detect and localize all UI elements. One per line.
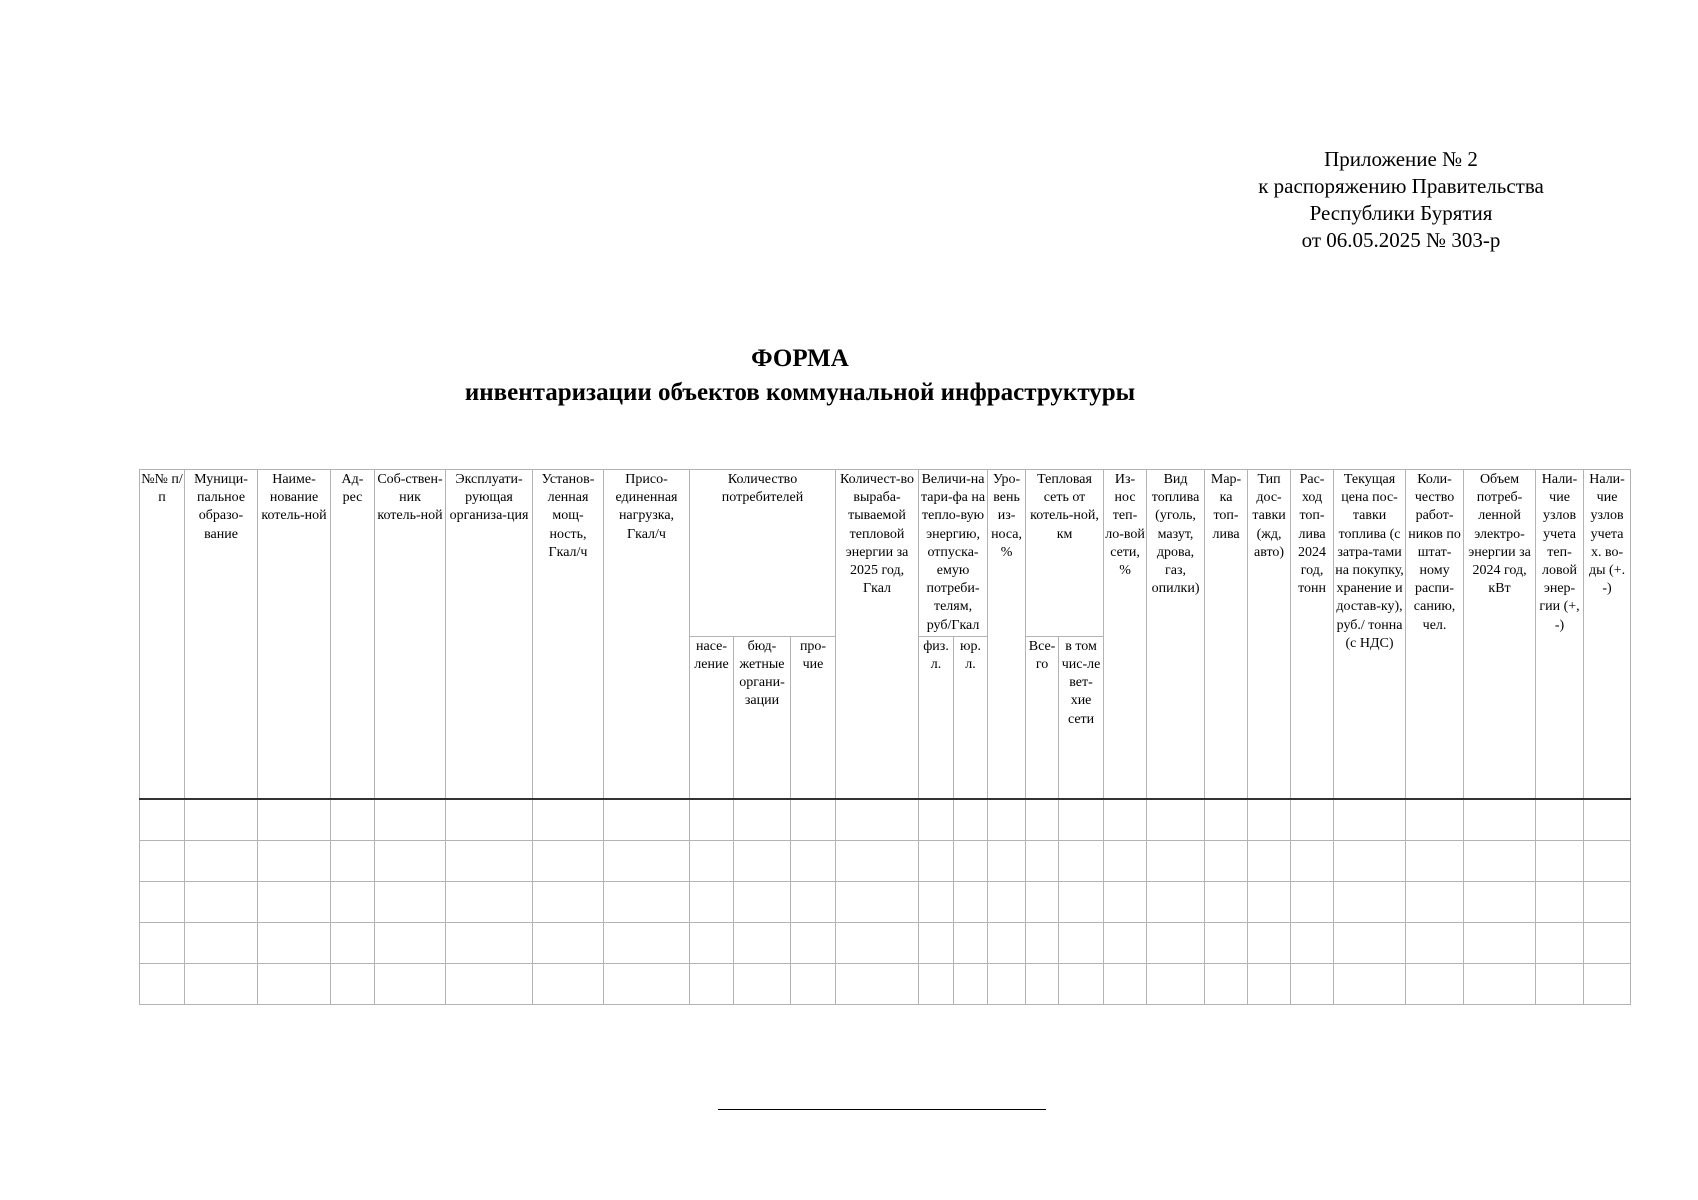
table-cell <box>690 922 734 963</box>
header-heat-meters: Нали-чие узлов учета теп-ловой энер-гии (+, -) <box>1536 470 1584 799</box>
title-line-1: ФОРМА <box>751 345 849 372</box>
table-cell <box>331 881 375 922</box>
table-cell <box>1059 799 1104 841</box>
table-cell <box>375 922 446 963</box>
table-cell <box>604 799 690 841</box>
header-consumers-other: про-чие <box>791 636 836 799</box>
table-cell <box>140 881 185 922</box>
header-network-wear: Из-нос теп-ло-вой сети, % <box>1104 470 1147 799</box>
table-cell <box>1536 881 1584 922</box>
header-fuel-consumption: Рас-ход топ-лива 2024 год, тонн <box>1291 470 1334 799</box>
table-cell <box>690 799 734 841</box>
header-consumers-population: насе-ление <box>690 636 734 799</box>
table-cell <box>1334 963 1406 1004</box>
header-heat-network-old: в том чис-ле вет-хие сети <box>1059 636 1104 799</box>
table-cell <box>604 922 690 963</box>
table-cell <box>1059 963 1104 1004</box>
table-cell <box>375 840 446 881</box>
table-cell <box>533 881 604 922</box>
table-cell <box>734 799 791 841</box>
table-cell <box>1059 840 1104 881</box>
table-row <box>140 840 1631 881</box>
table-cell <box>1334 922 1406 963</box>
table-cell <box>331 799 375 841</box>
table-cell <box>375 963 446 1004</box>
table-cell <box>533 922 604 963</box>
table-cell <box>1104 922 1147 963</box>
table-cell <box>446 799 533 841</box>
document-title <box>300 342 1300 410</box>
table-cell <box>954 922 988 963</box>
table-cell <box>140 840 185 881</box>
table-cell <box>1536 922 1584 963</box>
table-cell <box>331 840 375 881</box>
table-cell <box>446 881 533 922</box>
inventory-form-table <box>139 469 1631 1005</box>
table-cell <box>1248 840 1291 881</box>
table-cell <box>331 922 375 963</box>
table-cell <box>258 963 331 1004</box>
table-cell <box>1026 881 1059 922</box>
table-cell <box>791 922 836 963</box>
header-tariff: Величи-на тари-фа на тепло-вую энергию, отпуска-емую потреби-телям, руб/Гкал <box>919 470 988 637</box>
table-cell <box>1104 840 1147 881</box>
title-line-2: инвентаризации объектов коммунальной инфраструктуры <box>464 379 1136 406</box>
table-cell <box>1406 840 1464 881</box>
header-water-meters: Нали-чие узлов учета х. во-ды (+. -) <box>1584 470 1631 799</box>
table-cell <box>533 799 604 841</box>
table-cell <box>1104 881 1147 922</box>
table-cell <box>1334 799 1406 841</box>
table-cell <box>919 799 954 841</box>
table-cell <box>1584 963 1631 1004</box>
table-cell <box>375 799 446 841</box>
table-cell <box>375 881 446 922</box>
header-consumers-budget: бюд-жетные органи-зации <box>734 636 791 799</box>
table-cell <box>1464 922 1536 963</box>
table-cell <box>1291 963 1334 1004</box>
table-cell <box>258 881 331 922</box>
header-address: Ад-рес <box>331 470 375 799</box>
table-cell <box>836 799 919 841</box>
appendix-line-1: Приложение № 2 <box>1324 147 1478 171</box>
header-delivery-type: Тип дос-тавки (жд, авто) <box>1248 470 1291 799</box>
table-cell <box>791 840 836 881</box>
header-tariff-individuals: физ. л. <box>919 636 954 799</box>
table-row <box>140 963 1631 1004</box>
table-cell <box>140 922 185 963</box>
table-cell <box>1205 881 1248 922</box>
header-fuel-grade: Мар-ка топ-лива <box>1205 470 1248 799</box>
header-municipality: Муници-пальное образо-вание <box>185 470 258 799</box>
table-cell <box>1584 840 1631 881</box>
table-cell <box>1248 799 1291 841</box>
header-connected-load: Присо-единенная нагрузка, Гкал/ч <box>604 470 690 799</box>
appendix-block <box>1236 146 1566 254</box>
table-cell <box>258 840 331 881</box>
table-cell <box>604 840 690 881</box>
table-cell <box>331 963 375 1004</box>
table-cell <box>1026 922 1059 963</box>
table-cell <box>1536 840 1584 881</box>
table-cell <box>258 922 331 963</box>
table-cell <box>919 963 954 1004</box>
table-cell <box>1464 881 1536 922</box>
table-cell <box>1147 799 1205 841</box>
table-cell <box>1248 963 1291 1004</box>
table-cell <box>734 840 791 881</box>
header-electricity: Объем потреб-ленной электро-энергии за 2024 год, кВт <box>1464 470 1536 799</box>
table-cell <box>988 922 1026 963</box>
table-cell <box>533 840 604 881</box>
table-cell <box>1536 963 1584 1004</box>
table-cell <box>604 963 690 1004</box>
header-staff-count: Коли-чество работ-ников по штат-ному распи-санию, чел. <box>1406 470 1464 799</box>
table-cell <box>1584 922 1631 963</box>
table-cell <box>185 840 258 881</box>
table-cell <box>734 963 791 1004</box>
table-cell <box>1205 922 1248 963</box>
table-cell <box>1026 963 1059 1004</box>
table-cell <box>1205 840 1248 881</box>
table-cell <box>140 963 185 1004</box>
table-cell <box>1464 963 1536 1004</box>
header-num: №№ п/п <box>140 470 185 799</box>
table-cell <box>1291 922 1334 963</box>
table-cell <box>140 799 185 841</box>
table-cell <box>954 799 988 841</box>
header-fuel-type: Вид топлива (уголь, мазут, дрова, газ, опилки) <box>1147 470 1205 799</box>
table-cell <box>1291 799 1334 841</box>
table-cell <box>836 840 919 881</box>
table-cell <box>690 840 734 881</box>
table-cell <box>1406 922 1464 963</box>
table-cell <box>836 963 919 1004</box>
table-cell <box>185 922 258 963</box>
table-cell <box>446 963 533 1004</box>
appendix-line-4: от 06.05.2025 № 303-р <box>1301 228 1501 252</box>
header-wear-level: Уро-вень из-носа, % <box>988 470 1026 799</box>
header-row-top <box>140 470 1631 637</box>
table-cell <box>1291 881 1334 922</box>
table-cell <box>446 922 533 963</box>
header-heat-network: Тепловая сеть от котель-ной, км <box>1026 470 1104 637</box>
table-cell <box>1147 881 1205 922</box>
header-boiler-name: Наиме-нование котель-ной <box>258 470 331 799</box>
table-cell <box>988 799 1026 841</box>
table-cell <box>1026 840 1059 881</box>
table-cell <box>1104 963 1147 1004</box>
table-cell <box>988 963 1026 1004</box>
header-installed-capacity: Установ-ленная мощ-ность, Гкал/ч <box>533 470 604 799</box>
table-cell <box>791 963 836 1004</box>
table-cell <box>836 922 919 963</box>
table-cell <box>791 881 836 922</box>
table-cell <box>1536 799 1584 841</box>
header-heat-network-total: Все-го <box>1026 636 1059 799</box>
table-cell <box>258 799 331 841</box>
table-row <box>140 922 1631 963</box>
table-cell <box>1104 799 1147 841</box>
table-cell <box>1205 799 1248 841</box>
table-cell <box>1464 799 1536 841</box>
table-cell <box>1248 881 1291 922</box>
table-cell <box>1334 840 1406 881</box>
table-cell <box>734 881 791 922</box>
table-cell <box>1584 881 1631 922</box>
table-cell <box>1291 840 1334 881</box>
header-tariff-legal: юр. л. <box>954 636 988 799</box>
header-heat-produced: Количест-во выраба-тываемой тепловой энергии за 2025 год, Гкал <box>836 470 919 799</box>
table-cell <box>604 881 690 922</box>
header-owner: Соб-ствен-ник котель-ной <box>375 470 446 799</box>
header-fuel-price: Текущая цена пос-тавки топлива (с затра-тами на покупку, хранение и достав-ку), руб./ тонна (с НДС) <box>1334 470 1406 799</box>
table-cell <box>1147 840 1205 881</box>
table-cell <box>919 840 954 881</box>
table-cell <box>919 922 954 963</box>
table-cell <box>185 963 258 1004</box>
table-cell <box>690 963 734 1004</box>
table-cell <box>988 881 1026 922</box>
footer-divider <box>718 1109 1046 1110</box>
appendix-line-2: к распоряжению Правительства <box>1258 174 1544 198</box>
table-cell <box>1334 881 1406 922</box>
table-cell <box>919 881 954 922</box>
table-cell <box>1026 799 1059 841</box>
header-operator: Эксплуати-рующая организа-ция <box>446 470 533 799</box>
table-row <box>140 881 1631 922</box>
table-cell <box>954 963 988 1004</box>
table-cell <box>1147 963 1205 1004</box>
table-cell <box>988 840 1026 881</box>
table-cell <box>690 881 734 922</box>
table-cell <box>1147 922 1205 963</box>
table-cell <box>734 922 791 963</box>
table-cell <box>446 840 533 881</box>
table-cell <box>1059 881 1104 922</box>
table-cell <box>1406 881 1464 922</box>
table-cell <box>791 799 836 841</box>
table-cell <box>1248 922 1291 963</box>
table-cell <box>954 881 988 922</box>
table-cell <box>1406 799 1464 841</box>
table-cell <box>836 881 919 922</box>
header-consumers: Количество потребителей <box>690 470 836 637</box>
table-cell <box>185 881 258 922</box>
table-cell <box>185 799 258 841</box>
appendix-line-3: Республики Бурятия <box>1309 201 1493 225</box>
table-cell <box>1406 963 1464 1004</box>
table-row <box>140 799 1631 841</box>
table-cell <box>533 963 604 1004</box>
table-cell <box>1584 799 1631 841</box>
table-cell <box>1205 963 1248 1004</box>
table-cell <box>1059 922 1104 963</box>
table-cell <box>954 840 988 881</box>
table-cell <box>1464 840 1536 881</box>
